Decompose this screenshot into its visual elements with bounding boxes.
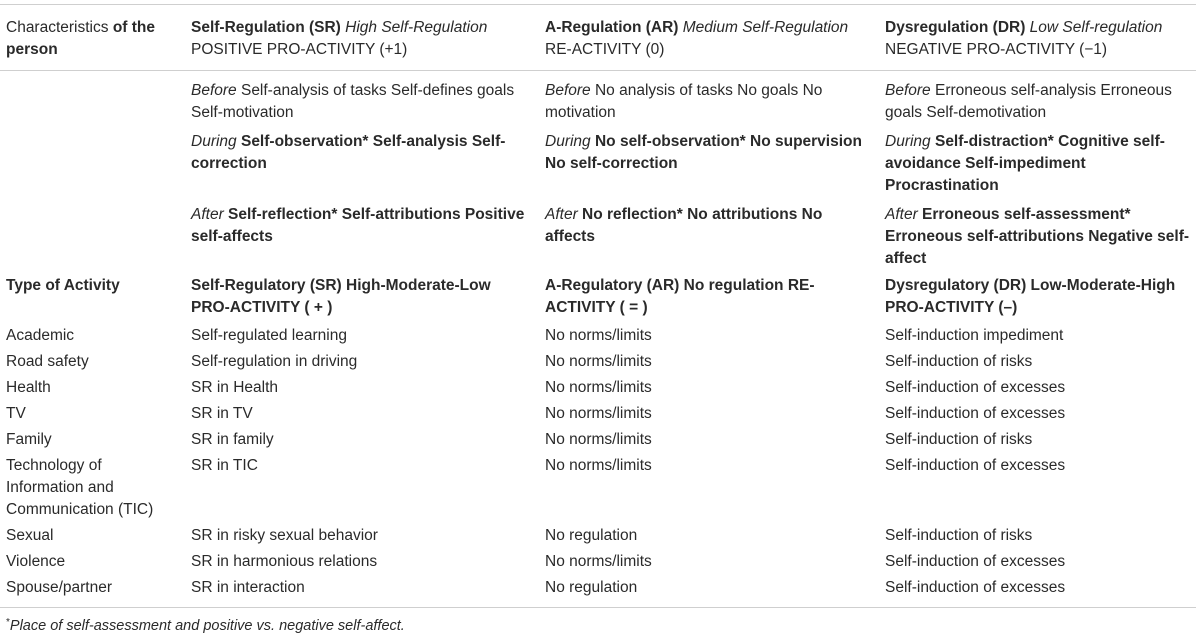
phase-text: Erroneous self-assessment* Erroneous self-attributions Negative self-affect xyxy=(885,206,1190,267)
phase-label: Before xyxy=(191,82,237,99)
phase-after-dr xyxy=(879,197,1196,270)
activity-type-cell: Family xyxy=(6,431,52,448)
header-ar-bold: A-Regulation (AR) xyxy=(545,19,679,36)
footnote-text: Place of self-assessment and positive vs. negative self-affect. xyxy=(9,618,405,634)
type-sr: Self-Regulatory (SR) High-Moderate-Low PRO-ACTIVITY ( + ) xyxy=(191,277,491,316)
activity-sr-cell: SR in TIC xyxy=(191,457,258,474)
header-characteristics-bold: of the person xyxy=(6,19,155,58)
activity-ar-cell: No norms/limits xyxy=(545,327,652,344)
regulation-table xyxy=(0,4,1196,608)
table-row xyxy=(0,573,1196,608)
table-wrapper xyxy=(0,4,1196,608)
phase-label: After xyxy=(885,206,918,223)
table-row xyxy=(0,347,1196,373)
activity-type-cell: Road safety xyxy=(6,353,89,370)
table-row xyxy=(0,373,1196,399)
activity-sr-cell: SR in harmonious relations xyxy=(191,553,378,570)
type-of-activity-label: Type of Activity xyxy=(6,277,120,294)
activity-dr-cell: Self-induction of risks xyxy=(885,527,1033,544)
phase-during-dr xyxy=(879,124,1196,197)
activity-dr-cell: Self-induction of excesses xyxy=(885,457,1066,474)
activity-dr-cell: Self-induction of excesses xyxy=(885,405,1066,422)
activity-rows xyxy=(0,321,1196,608)
phase-during-sr xyxy=(185,124,539,197)
type-dr: Dysregulatory (DR) Low-Moderate-High PRO-ACTIVITY (–) xyxy=(885,277,1176,316)
table-row xyxy=(0,321,1196,347)
activity-type-cell: Spouse/partner xyxy=(0,573,185,608)
phase-label: Before xyxy=(545,82,591,99)
table-row xyxy=(0,399,1196,425)
activity-ar-cell: No norms/limits xyxy=(545,379,652,396)
header-sr-italic: High Self-Regulation xyxy=(340,19,488,36)
activity-type-cell: Technology of Information and Communication (TIC) xyxy=(6,457,154,518)
activity-dr-cell: Self-induction of risks xyxy=(885,353,1033,370)
phase-label: After xyxy=(191,206,224,223)
phase-empty-cell xyxy=(0,124,185,197)
header-dr-italic: Low Self-regulation xyxy=(1025,19,1163,36)
activity-type-cell: TV xyxy=(6,405,26,422)
table-header-row xyxy=(0,5,1196,71)
activity-ar-cell: No norms/limits xyxy=(545,457,652,474)
phase-text: No reflection* No attributions No affects xyxy=(545,206,823,245)
header-ar-italic: Medium Self-Regulation xyxy=(678,19,849,36)
activity-type-cell: Academic xyxy=(6,327,75,344)
header-characteristics-plain: Characteristics xyxy=(6,19,113,36)
phase-label: Before xyxy=(885,82,931,99)
activity-sr-cell: SR in TV xyxy=(191,405,253,422)
phase-label: During xyxy=(191,133,237,150)
activity-ar-cell: No regulation xyxy=(545,527,638,544)
activity-sr-cell: SR in Health xyxy=(191,379,279,396)
phase-label: During xyxy=(545,133,591,150)
activity-ar-cell: No norms/limits xyxy=(545,405,652,422)
activity-dr-cell: Self-induction of excesses xyxy=(879,573,1196,608)
activity-dr-cell: Self-induction impediment xyxy=(885,327,1064,344)
header-self-regulation xyxy=(185,5,539,71)
activity-type-cell: Sexual xyxy=(6,527,54,544)
activity-sr-cell: Self-regulated learning xyxy=(191,327,347,344)
table-row xyxy=(0,451,1196,521)
phase-row-after xyxy=(0,197,1196,270)
header-a-regulation xyxy=(539,5,879,71)
activity-ar-cell: No norms/limits xyxy=(545,353,652,370)
phase-text: No analysis of tasks No goals No motivation xyxy=(545,82,823,121)
header-sr-bold: Self-Regulation (SR) xyxy=(191,19,341,36)
phase-before-sr xyxy=(185,71,539,125)
phase-before-dr xyxy=(879,71,1196,125)
type-ar: A-Regulatory (AR) No regulation RE-ACTIVITY ( = ) xyxy=(545,277,815,316)
header-characteristics xyxy=(0,5,185,71)
activity-ar-cell: No norms/limits xyxy=(545,431,652,448)
activity-sr-cell: SR in family xyxy=(191,431,274,448)
type-of-activity-row xyxy=(0,270,1196,321)
table-row xyxy=(0,547,1196,573)
phase-empty-cell xyxy=(0,197,185,270)
table-row xyxy=(0,425,1196,451)
header-ar-plain: RE-ACTIVITY (0) xyxy=(545,41,665,58)
footnote-mark: * xyxy=(6,617,10,628)
phase-row-during xyxy=(0,124,1196,197)
activity-type-cell: Health xyxy=(6,379,51,396)
phase-after-ar xyxy=(539,197,879,270)
activity-sr-cell: SR in interaction xyxy=(185,573,539,608)
phase-label: After xyxy=(545,206,578,223)
phase-text: No self-observation* No supervision No self-correction xyxy=(545,133,862,172)
header-sr-plain: POSITIVE PRO-ACTIVITY (+1) xyxy=(191,41,408,58)
phase-during-ar xyxy=(539,124,879,197)
activity-dr-cell: Self-induction of excesses xyxy=(885,379,1066,396)
phase-text: Self-reflection* Self-attributions Positive self-affects xyxy=(191,206,525,245)
phase-after-sr xyxy=(185,197,539,270)
activity-ar-cell: No regulation xyxy=(539,573,879,608)
phase-empty-cell xyxy=(0,71,185,125)
header-dysregulation xyxy=(879,5,1196,71)
phase-text: Self-observation* Self-analysis Self-correction xyxy=(191,133,506,172)
header-dr-plain: NEGATIVE PRO-ACTIVITY (−1) xyxy=(885,41,1108,58)
phase-row-before xyxy=(0,71,1196,125)
phase-text: Erroneous self-analysis Erroneous goals Self-demotivation xyxy=(885,82,1172,121)
activity-dr-cell: Self-induction of excesses xyxy=(885,553,1066,570)
phase-text: Self-analysis of tasks Self-defines goals Self-motivation xyxy=(191,82,515,121)
activity-dr-cell: Self-induction of risks xyxy=(885,431,1033,448)
activity-sr-cell: SR in risky sexual behavior xyxy=(191,527,378,544)
table-row xyxy=(0,521,1196,547)
phase-label: During xyxy=(885,133,931,150)
activity-sr-cell: Self-regulation in driving xyxy=(191,353,358,370)
activity-ar-cell: No norms/limits xyxy=(545,553,652,570)
activity-type-cell: Violence xyxy=(6,553,66,570)
phase-before-ar xyxy=(539,71,879,125)
table-footnote xyxy=(6,612,405,637)
phase-text: Self-distraction* Cognitive self-avoidance Self-impediment Procrastination xyxy=(885,133,1165,194)
header-dr-bold: Dysregulation (DR) xyxy=(885,19,1026,36)
